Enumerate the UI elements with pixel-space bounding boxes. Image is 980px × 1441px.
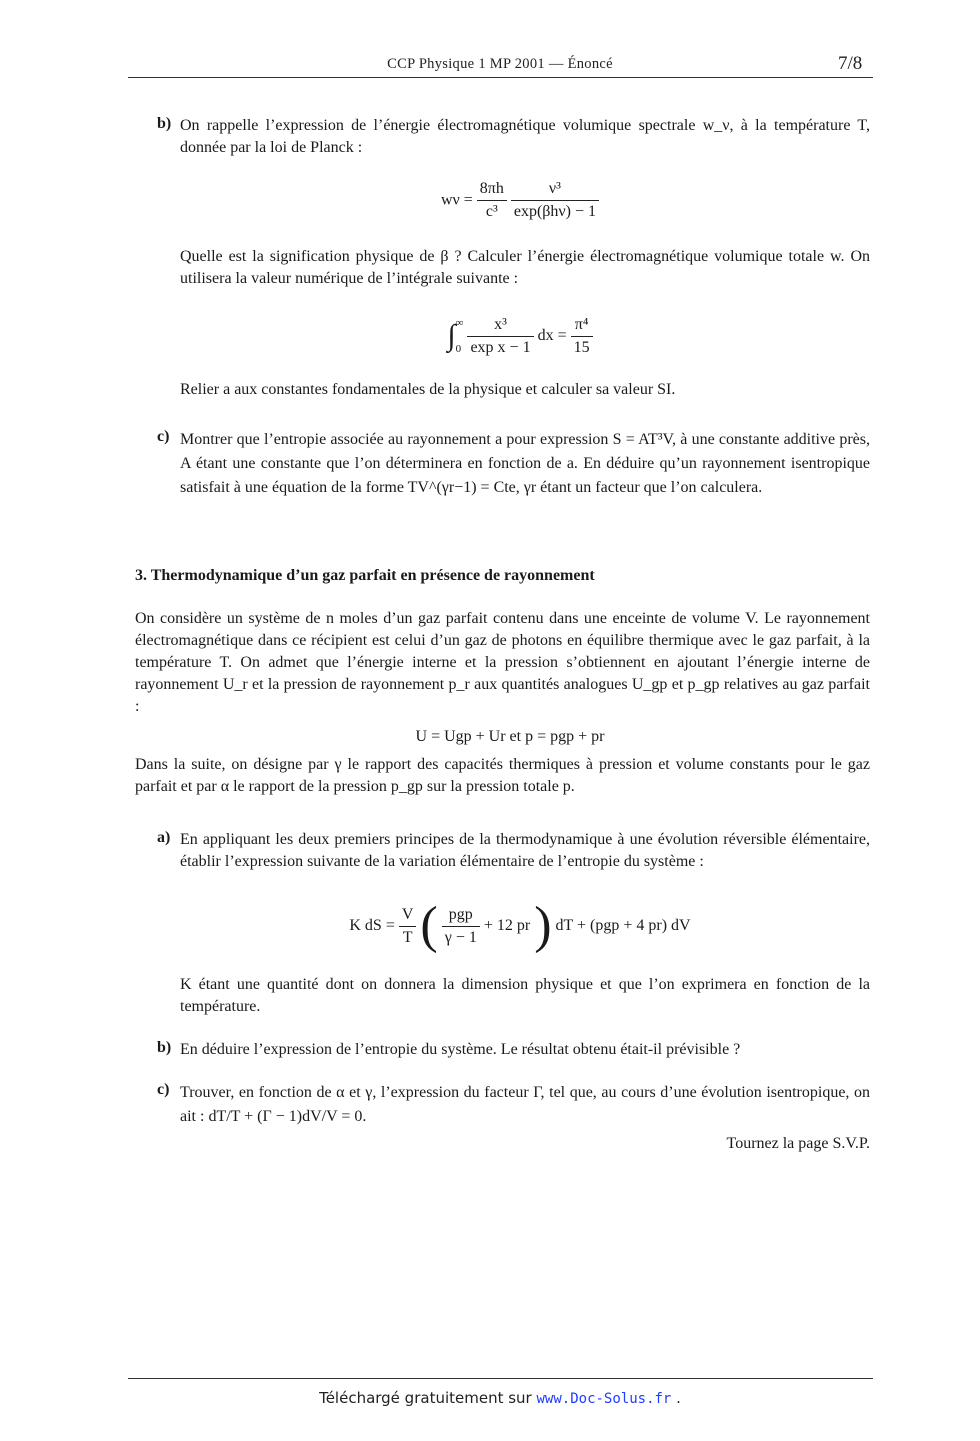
page-number: 7/8 [838,53,863,74]
planck-den2: exp(βhν) − 1 [513,203,597,220]
turn-page-note: Tournez la page S.V.P. [726,1135,870,1152]
q3b-label: b) [157,1039,172,1056]
entropy-v: V [399,906,417,927]
entropy-rest: dT + (pgp + 4 pr) dV [555,917,691,934]
section3-equation: U = Ugp + Ur et p = pgp + pr [415,728,605,745]
footer-prefix: Téléchargé gratuitement sur [319,1389,532,1407]
planck-num2: ν³ [511,180,599,201]
right-paren: ) [534,897,552,954]
entropy-mid: + 12 pr [483,917,531,934]
q2b-text1: On rappelle l’expression de l’énergie électromagnétique volumique spectrale w_ν, à la température T, donnée par la loi de Planck : [180,117,870,156]
q3a-label: a) [157,829,171,846]
integral-upper: ∞ [455,317,464,329]
integral-equation [400,310,640,362]
q3a-text2: K étant une quantité dont on donnera la dimension physique et que l’on exprimera en fonction de la température. [180,976,870,1015]
q3b-text: En déduire l’expression de l’entropie du système. Le résultat obtenu était-il prévisible ? [180,1041,741,1058]
integral-num: x³ [467,316,533,337]
entropy-gamma: γ − 1 [444,928,477,946]
planck-num1: 8πh [477,180,507,201]
entropy-lhs: K dS = [349,917,395,934]
planck-lhs: wν = [440,191,473,209]
integral-result-den: 15 [573,338,590,356]
q2b-label: b) [157,115,172,132]
section3-after: Dans la suite, on désigne par γ le rapport des capacités thermiques à pression et volume constants pour le gaz parfait et par α le rapport de la pression p_gp sur la pression totale p. [135,756,870,795]
footer [0,1389,980,1407]
integral-den: exp x − 1 [470,338,531,356]
entropy-pgp: pgp [442,906,480,927]
planck-equation [380,180,660,221]
q3c-label: c) [157,1081,170,1098]
footer-suffix: . [676,1389,681,1407]
section3-intro: On considère un système de n moles d’un gaz parfait contenu dans une enceinte de volume V. Le rayonnement électromagnétique dans ce récipient est celui d’un gaz de photons en équilibre thermique avec le gaz parfait, à la température T. On admet que l’énergie interne et la pression s’obtiennent en ajoutant l’énergie interne de rayonnement U_r et la pression de rayonnement p_r aux quantités analogues U_gp et p_gp relatives au gaz parfait : [135,610,870,715]
q2b-text2: Quelle est la signification physique de β ? Calculer l’énergie électromagnétique volumique totale w. On utilisera la valeur numérique de l’intégrale suivante : [180,248,870,287]
entropy-equation [300,897,740,954]
planck-den1: c³ [485,203,498,220]
entropy-t: T [402,928,413,946]
header-title: CCP Physique 1 MP 2001 — Énoncé [387,56,613,72]
integral-result-num: π⁴ [571,316,593,337]
integral-dx: dx = [537,327,567,344]
q2b-text3: Relier a aux constantes fondamentales de la physique et calculer sa valeur SI. [180,381,676,398]
q2c-text: Montrer que l’entropie associée au rayonnement a pour expression S = AT³V, à une constante additive près, A étant une constante que l’on déterminera en fonction de a. En déduire qu’un rayonnement isentropique satisfait à une équation de la forme TV^(γr−1) = Cte, γr étant un facteur que l’on calculera. [180,431,870,496]
left-paren: ( [420,897,438,954]
footer-link[interactable]: www.Doc-Solus.fr [536,1391,672,1407]
footer-rule [128,1378,873,1379]
q3c-text: Trouver, en fonction de α et γ, l’expression du facteur Γ, tel que, au cours d’une évolution isentropique, on ait : dT/T + (Γ − 1)dV/V = 0. [180,1084,870,1125]
section3-title: 3. Thermodynamique d’un gaz parfait en présence de rayonnement [135,567,595,584]
q2c-label: c) [157,428,170,445]
integral-lower: 0 [455,343,462,355]
integral-sign: ∫ [447,319,456,352]
q3a-text1: En appliquant les deux premiers principes de la thermodynamique à une évolution réversible élémentaire, établir l’expression suivante de la variation élémentaire de l’entropie du système : [180,831,870,870]
header-rule [128,77,873,78]
